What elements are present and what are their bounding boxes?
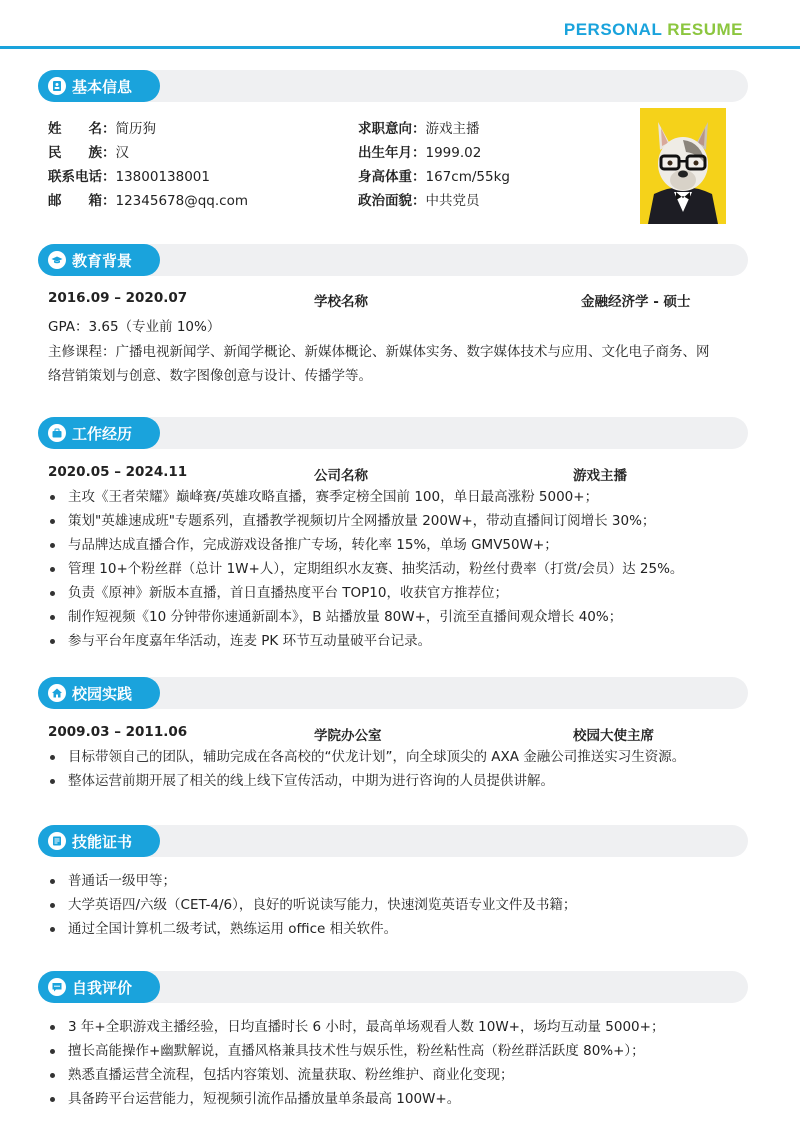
- campus-date: 2009.03 – 2011.06: [48, 724, 188, 740]
- resume-title-personal: PERSONAL: [563, 20, 663, 39]
- section-education-pill: [38, 244, 160, 276]
- home-icon: [48, 684, 66, 702]
- field-height-weight: 身高体重：167cm/55kg: [358, 169, 510, 185]
- education-gpa: GPA：3.65（专业前 10%）: [48, 319, 221, 335]
- section-basic-header: [38, 70, 748, 102]
- education-courses-line1: 主修课程：广播电视新闻学、新闻学概论、新媒体概论、新媒体实务、数字媒体技术与应用、文化电子商务、网: [48, 344, 710, 360]
- list-item: 3 年+全职游戏主播经验，日均直播时长 6 小时，最高单场观看人数 10W+，场均互动量 5000+；: [48, 1015, 748, 1039]
- section-campus-pill: [38, 677, 160, 709]
- list-item: 策划"英雄速成班"专题系列，直播教学视频切片全网播放量 200W+，带动直播间订阅增长 30%；: [48, 509, 748, 533]
- campus-bullets: [48, 745, 748, 793]
- field-phone: 联系电话：13800138001: [48, 169, 210, 185]
- section-campus-title: 校园实践: [72, 684, 133, 703]
- graduation-cap-icon: [48, 251, 66, 269]
- work-entry-header: [48, 464, 748, 484]
- self-bullets: [48, 1015, 748, 1111]
- section-self-pill: [38, 971, 160, 1003]
- resume-title: [564, 20, 743, 40]
- education-courses-line2: 络营销策划与创意、数字图像创意与设计、传播学等。: [48, 368, 372, 384]
- briefcase-icon: [48, 424, 66, 442]
- list-item: 通过全国计算机二级考试，熟练运用 office 相关软件。: [48, 917, 748, 941]
- field-name: 姓 名：简历狗: [48, 121, 156, 137]
- list-item: 目标带领自己的团队，辅助完成在各高校的“伏龙计划”，向全球顶尖的 AXA 金融公司推送实习生资源。: [48, 745, 748, 769]
- chat-bubble-icon: [48, 978, 66, 996]
- section-self-header: [38, 971, 748, 1003]
- education-school: 学校名称: [314, 294, 368, 310]
- section-campus-header: [38, 677, 748, 709]
- list-item: 具备跨平台运营能力，短视频引流作品播放量单条最高 100W+。: [48, 1087, 748, 1111]
- profile-photo: [640, 108, 726, 224]
- section-work-header: [38, 417, 748, 449]
- section-work-pill: [38, 417, 160, 449]
- certificate-icon: [48, 832, 66, 850]
- list-item: 主攻《王者荣耀》巅峰赛/英雄攻略直播，赛季定榜全国前 100，单日最高涨粉 5000+；: [48, 485, 748, 509]
- section-basic-title: 基本信息: [72, 77, 133, 96]
- education-date: 2016.09 – 2020.07: [48, 290, 188, 306]
- skills-bullets: [48, 869, 748, 941]
- campus-role: 校园大使主席: [573, 728, 654, 744]
- section-skills-pill: [38, 825, 160, 857]
- field-birth: 出生年月：1999.02: [358, 145, 482, 161]
- work-role: 游戏主播: [573, 468, 627, 484]
- list-item: 整体运营前期开展了相关的线上线下宣传活动，中期为进行咨询的人员提供讲解。: [48, 769, 748, 793]
- id-card-icon: [48, 77, 66, 95]
- list-item: 与品牌达成直播合作，完成游戏设备推广专场，转化率 15%，单场 GMV50W+；: [48, 533, 748, 557]
- list-item: 管理 10+个粉丝群（总计 1W+人），定期组织水友赛、抽奖活动，粉丝付费率（打赏/会员）达 25%。: [48, 557, 748, 581]
- section-work-title: 工作经历: [72, 424, 133, 443]
- work-company: 公司名称: [314, 468, 368, 484]
- section-basic-pill: [38, 70, 160, 102]
- list-item: 制作短视频《10 分钟带你速通新副本》，B 站播放量 80W+，引流至直播间观众增长 40%；: [48, 605, 748, 629]
- section-self-title: 自我评价: [72, 978, 133, 997]
- field-political: 政治面貌：中共党员: [358, 193, 480, 209]
- resume-title-resume: RESUME: [667, 20, 743, 39]
- campus-org: 学院办公室: [314, 728, 382, 744]
- header-divider: [0, 46, 800, 49]
- field-ethnicity: 民 族：汉: [48, 145, 129, 161]
- list-item: 熟悉直播运营全流程，包括内容策划、流量获取、粉丝维护、商业化变现；: [48, 1063, 748, 1087]
- list-item: 普通话一级甲等；: [48, 869, 748, 893]
- field-job-intent: 求职意向：游戏主播: [358, 121, 480, 137]
- education-entry-header: [48, 290, 748, 310]
- field-email: 邮 箱：12345678@qq.com: [48, 193, 248, 209]
- section-skills-title: 技能证书: [72, 832, 133, 851]
- list-item: 参与平台年度嘉年华活动，连麦 PK 环节互动量破平台记录。: [48, 629, 748, 653]
- campus-entry-header: [48, 724, 748, 744]
- education-degree: 金融经济学 - 硕士: [581, 294, 691, 310]
- work-bullets: [48, 485, 748, 653]
- section-education-header: [38, 244, 748, 276]
- list-item: 擅长高能操作+幽默解说，直播风格兼具技术性与娱乐性，粉丝粘性高（粉丝群活跃度 80%+）；: [48, 1039, 748, 1063]
- list-item: 负责《原神》新版本直播，首日直播热度平台 TOP10，收获官方推荐位；: [48, 581, 748, 605]
- section-skills-header: [38, 825, 748, 857]
- work-date: 2020.05 – 2024.11: [48, 464, 188, 480]
- list-item: 大学英语四/六级（CET-4/6），良好的听说读写能力，快速浏览英语专业文件及书籍；: [48, 893, 748, 917]
- section-education-title: 教育背景: [72, 251, 133, 270]
